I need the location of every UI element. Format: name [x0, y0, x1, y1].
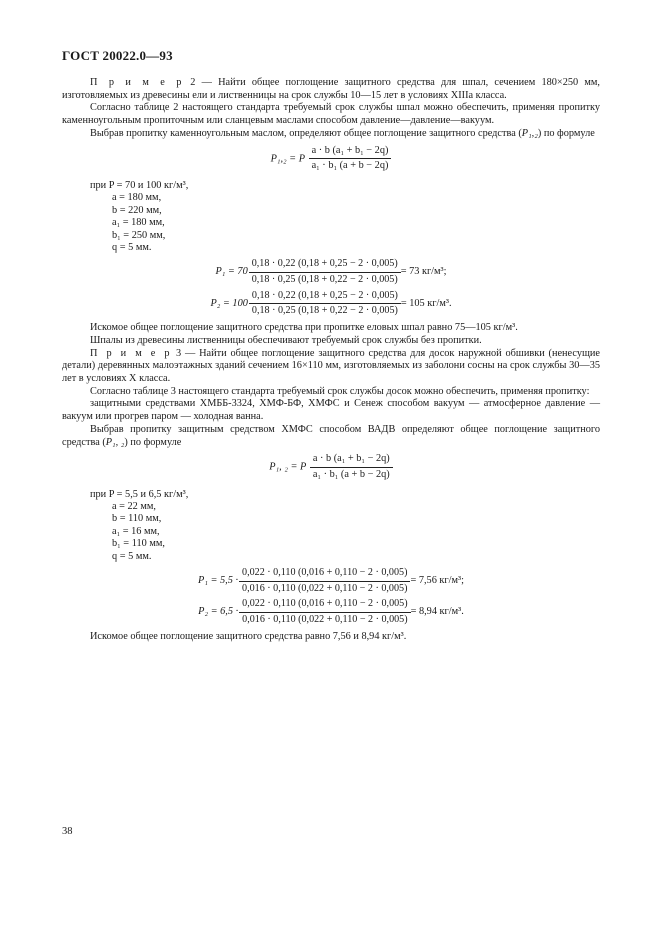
- example-3-paragraph: Согласно таблице 3 настоящего стандарта требуемый срок службы досок можно обеспечить, применяя пропитку:: [90, 385, 590, 397]
- example-2-paragraph: Выбрав пропитку каменноугольным маслом, определяют общее поглощение защитного средства (P₁,₂) по формуле: [90, 127, 595, 139]
- example-3-intro: П р и м е р 3 — Найти общее поглощение защитного средства для досок наружной обшивки (ненесущие детали) деревянных малоэтажных зданий сечением 16×110 мм, изготовляемых из заболони сосны на срок службы 30—35 лет в условиях X класса.: [62, 347, 600, 384]
- example-label: П р и м е р: [90, 77, 185, 88]
- given-item: b₁ = 110 мм,: [112, 538, 165, 550]
- calc-denominator: 0,18 · 0,25 (0,18 + 0,22 − 2 · 0,005): [251, 274, 398, 286]
- example-3-paragraph: Выбрав пропитку защитным средством ХМФС способом ВАДВ определяют общее поглощение защитного средства (P₁, ₂) по формуле: [62, 423, 600, 448]
- calc-numerator: 0,18 · 0,22 (0,18 + 0,25 − 2 · 0,005): [249, 258, 401, 273]
- example-label: П р и м е р: [90, 347, 173, 359]
- formula: [62, 453, 600, 481]
- calc-prefix: P₁ = 70: [215, 266, 248, 278]
- document-header: ГОСТ 20022.0—93: [62, 48, 173, 63]
- calc-fraction: [249, 290, 401, 318]
- inline-symbol: P₁, ₂: [105, 436, 125, 448]
- example-2-intro: П р и м е р 2 — Найти общее поглощение защитного средства для шпал, сечением 180×250 мм, изготовляемых из древесины ели и лиственницы на срок службы 10—15 лет в условиях XIIIа класса.: [62, 77, 600, 101]
- given-item: a = 22 мм,: [112, 501, 157, 513]
- example-3-paragraph: защитными средствами ХМББ-3324, ХМФ-БФ, ХМФС и Сенеж способом вакуум — атмосферное давление — вакуум или прогрев паром — холодная ванна.: [62, 398, 600, 423]
- inline-symbol: P₁,₂: [521, 127, 538, 139]
- calc-numerator: 0,022 · 0,110 (0,016 + 0,110 − 2 · 0,005): [239, 598, 410, 613]
- calculation-row: [62, 258, 600, 286]
- calc-prefix: P₂ = 6,5 ·: [198, 606, 239, 618]
- given-item: a₁ = 180 мм,: [112, 217, 165, 229]
- formula-denominator: a₁ · b₁ (a + b − 2q): [312, 468, 390, 480]
- calc-denominator: 0,016 · 0,110 (0,022 + 0,110 − 2 · 0,005): [242, 582, 408, 594]
- calculation-row: [62, 290, 600, 318]
- calc-prefix: P₁ = 5,5 ·: [198, 574, 239, 586]
- calc-denominator: 0,016 · 0,110 (0,022 + 0,110 − 2 · 0,005): [242, 614, 408, 626]
- calculation-row: [62, 598, 600, 626]
- calc-fraction: [239, 567, 410, 595]
- given-item: b = 220 мм,: [112, 204, 162, 216]
- formula-numerator: a · b (a₁ + b₁ − 2q): [309, 145, 392, 160]
- given-intro: при P = 5,5 и 6,5 кг/м³,: [90, 488, 189, 500]
- calc-result: = 8,94 кг/м³.: [410, 606, 464, 618]
- given-item: q = 5 мм.: [112, 550, 152, 562]
- calculation-block: [62, 258, 600, 318]
- document-body: [62, 77, 600, 644]
- calc-result: = 73 кг/м³;: [400, 266, 447, 278]
- calc-fraction: [239, 598, 410, 626]
- formula-numerator: a · b (a₁ + b₁ − 2q): [310, 453, 393, 468]
- given-values: [90, 489, 600, 563]
- formula-fraction: [309, 145, 392, 173]
- given-item: b₁ = 250 мм,: [112, 229, 166, 241]
- formula-lhs: P₁,₂ = P: [270, 153, 305, 165]
- calc-prefix: P₂ = 100: [210, 297, 248, 309]
- given-item: a₁ = 16 мм,: [112, 525, 160, 537]
- example-2-paragraph: Согласно таблице 2 настоящего стандарта требуемый срок службы шпал можно обеспечить, применяя пропитку каменноугольным пропиточным или сланцевым маслами способом давление—давление—вакуум.: [62, 102, 600, 127]
- calc-fraction: [249, 258, 401, 286]
- example-3-conclusion: Искомое общее поглощение защитного средства равно 7,56 и 8,94 кг/м³.: [90, 630, 407, 642]
- formula-denominator: a₁ · b₁ (a + b − 2q): [311, 160, 389, 172]
- formula-fraction: [310, 453, 393, 481]
- calc-numerator: 0,022 · 0,110 (0,016 + 0,110 − 2 · 0,005): [239, 567, 410, 582]
- given-values: [90, 180, 600, 254]
- formula: [62, 145, 600, 173]
- given-intro: при P = 70 и 100 кг/м³,: [90, 179, 189, 191]
- example-2-conclusion: Шпалы из древесины лиственницы обеспечивают требуемый срок службы без пропитки.: [90, 334, 482, 346]
- calc-result: = 7,56 кг/м³;: [410, 574, 464, 586]
- given-item: b = 110 мм,: [112, 513, 162, 525]
- given-item: a = 180 мм,: [112, 192, 162, 204]
- page-number: 38: [62, 826, 73, 837]
- given-item: q = 5 мм.: [112, 241, 152, 253]
- calculation-block: [62, 567, 600, 627]
- calc-result: = 105 кг/м³.: [400, 297, 452, 309]
- calc-denominator: 0,18 · 0,25 (0,18 + 0,22 − 2 · 0,005): [251, 305, 398, 317]
- example-2-conclusion: Искомое общее поглощение защитного средства при пропитке еловых шпал равно 75—105 кг/м³.: [90, 322, 518, 334]
- formula-lhs: P₁, ₂ = P: [269, 461, 307, 473]
- calc-numerator: 0,18 · 0,22 (0,18 + 0,25 − 2 · 0,005): [249, 290, 401, 305]
- calculation-row: [62, 567, 600, 595]
